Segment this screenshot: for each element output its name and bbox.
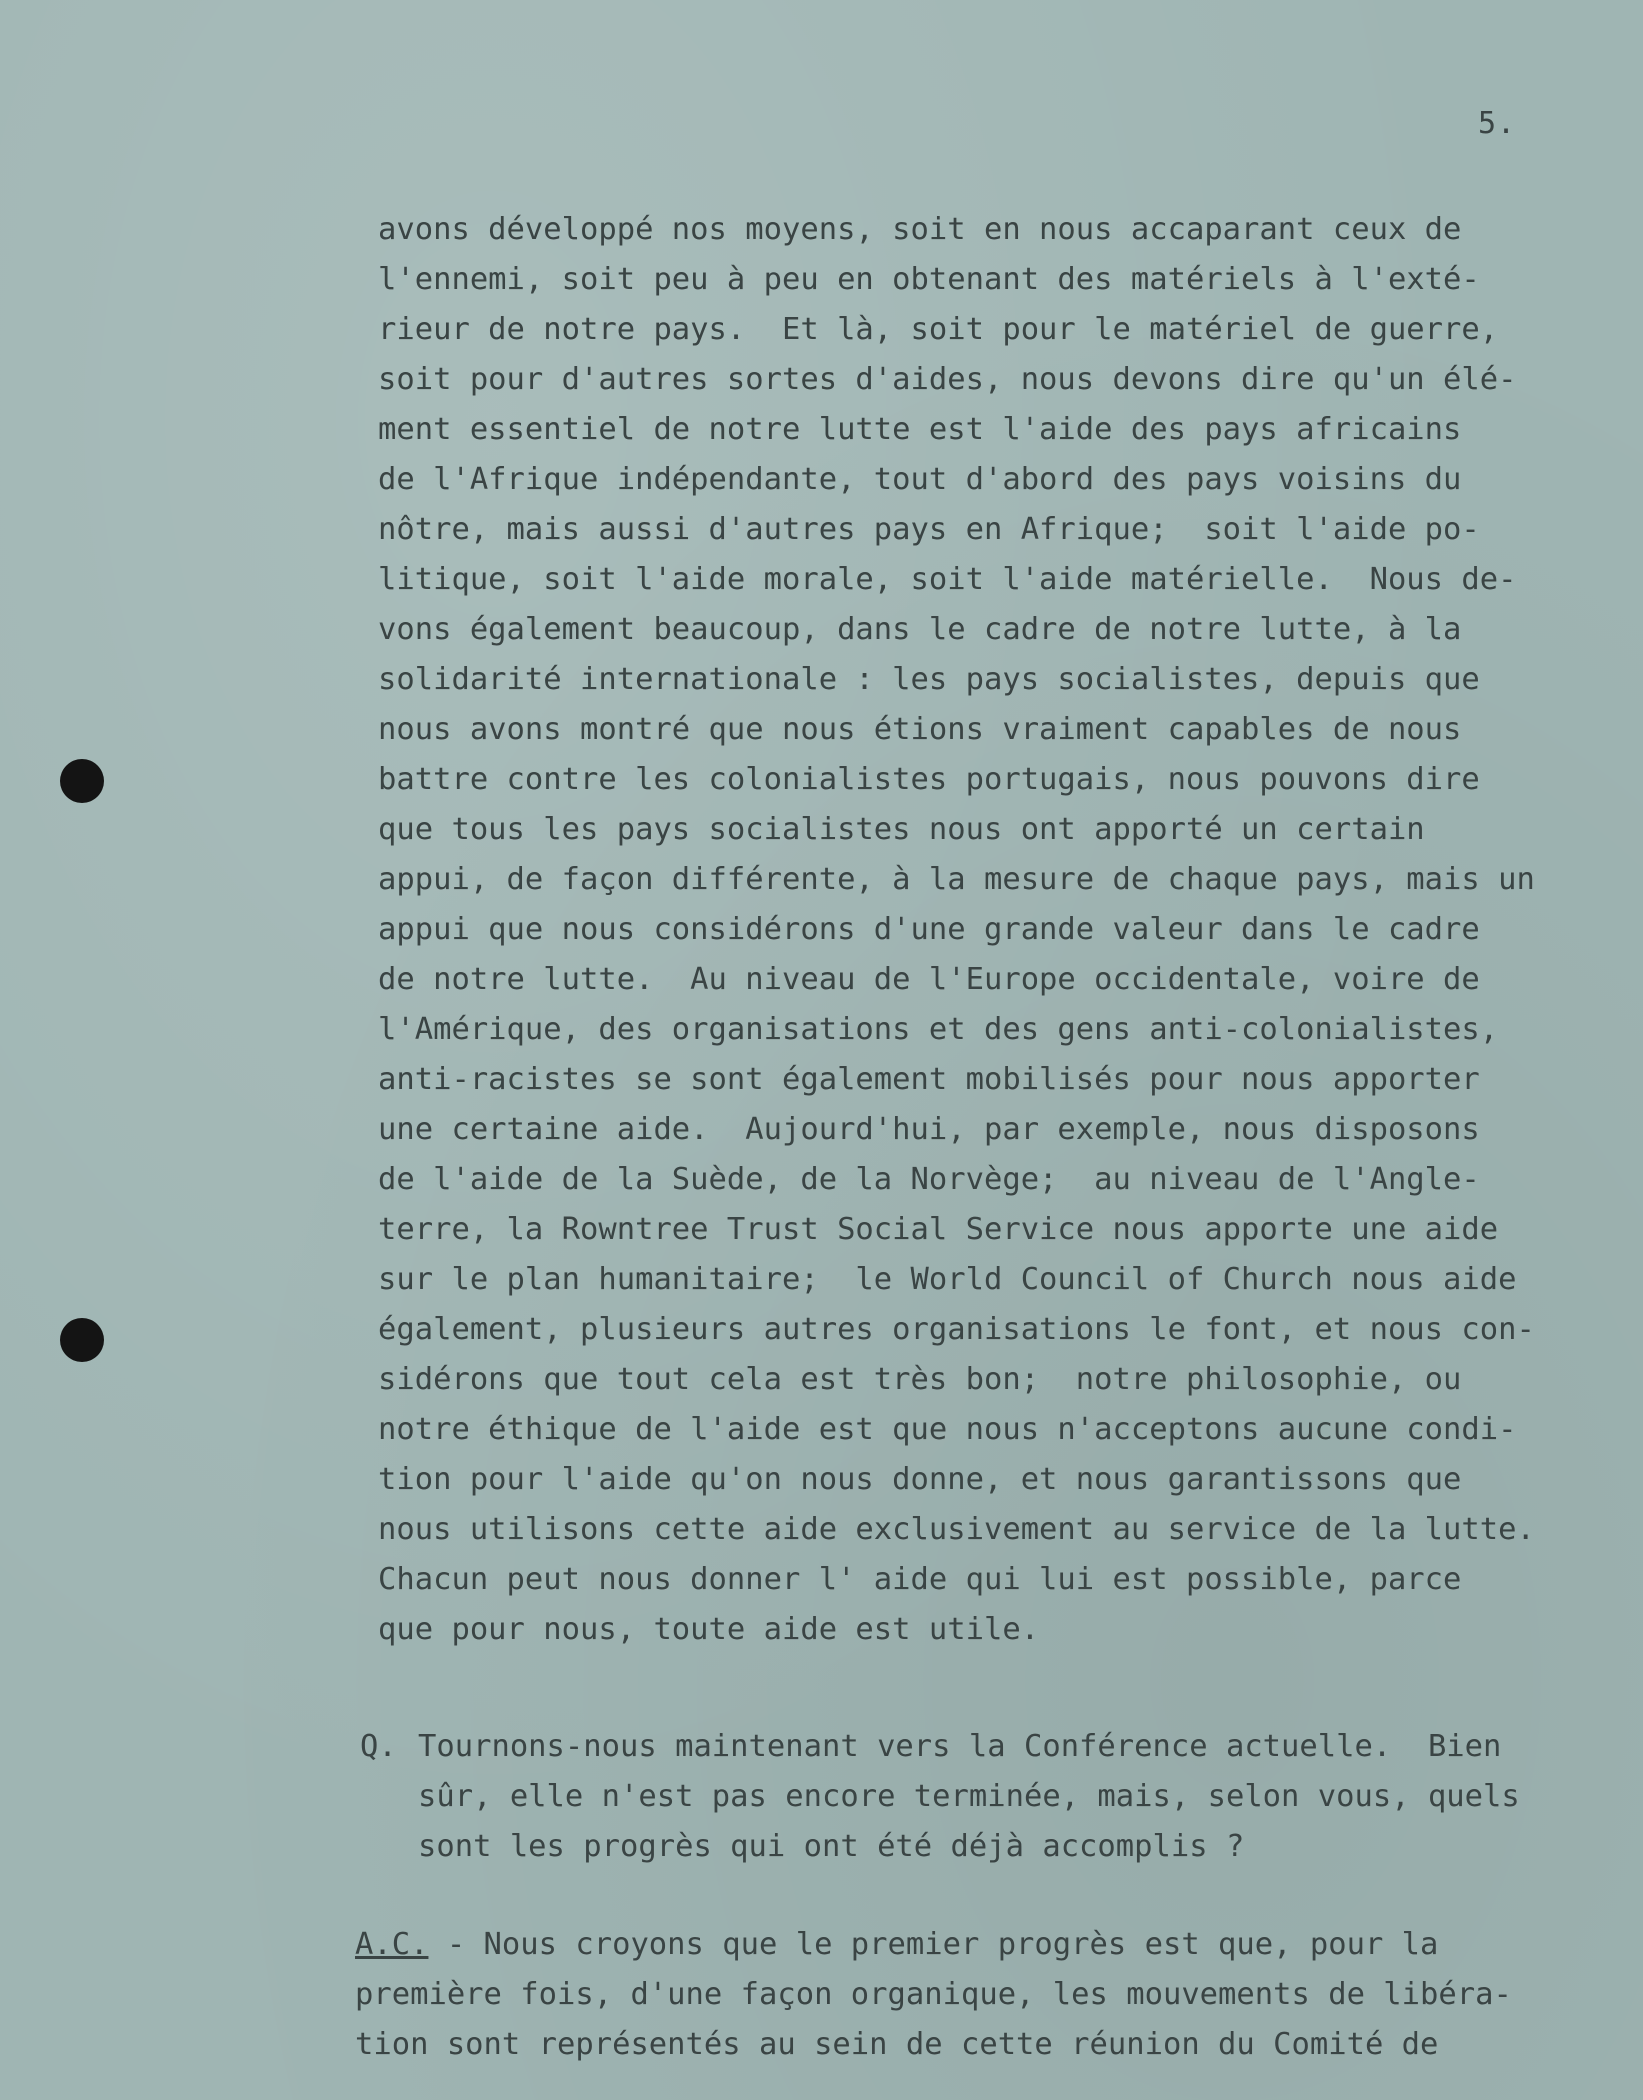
text-line: une certaine aide. Aujourd'hui, par exemple, nous disposons [378,1112,1480,1147]
text-line: de notre lutte. Au niveau de l'Europe occidentale, voire de [378,962,1480,997]
text-line: l'Amérique, des organisations et des gens anti-colonialistes, [378,1012,1499,1047]
text-line: sur le plan humanitaire; le World Council of Church nous aide [378,1262,1517,1297]
text-line: notre éthique de l'aide est que nous n'acceptons aucune condi- [378,1412,1517,1447]
text-line: l'ennemi, soit peu à peu en obtenant des matériels à l'exté- [378,262,1480,297]
page-number: 5. [1478,106,1517,141]
punch-hole [60,759,104,803]
text-line: battre contre les colonialistes portugais, nous pouvons dire [378,762,1480,797]
text-line: de l'aide de la Suède, de la Norvège; au niveau de l'Angle- [378,1162,1480,1197]
text-line: Chacun peut nous donner l' aide qui lui est possible, parce [378,1562,1462,1597]
text-line: rieur de notre pays. Et là, soit pour le matériel de guerre, [378,312,1499,347]
text-line: que pour nous, toute aide est utile. [378,1612,1040,1647]
question-first-line [360,1722,1620,1772]
text-line: première fois, d'une façon organique, les mouvements de libéra- [355,1977,1512,2012]
text-line: - Nous croyons que le premier progrès est que, pour la [428,1927,1439,1962]
text-line: vons également beaucoup, dans le cadre de notre lutte, à la [378,612,1462,647]
text-line: que tous les pays socialistes nous ont apporté un certain [378,812,1425,847]
text-line: nous avons montré que nous étions vraiment capables de nous [378,712,1462,747]
text-line: solidarité internationale : les pays socialistes, depuis que [378,662,1480,697]
text-line: de l'Afrique indépendante, tout d'abord des pays voisins du [378,462,1462,497]
text-line: soit pour d'autres sortes d'aides, nous devons dire qu'un élé- [378,362,1517,397]
answer-first-line [355,1920,1625,1970]
text-line: terre, la Rowntree Trust Social Service nous apporte une aide [378,1212,1499,1247]
text-line: Tournons-nous maintenant vers la Conférence actuelle. Bien [418,1729,1502,1764]
question-label: Q. [360,1729,397,1764]
text-line: sidérons que tout cela est très bon; notre philosophie, ou [378,1362,1462,1397]
text-line: appui, de façon différente, à la mesure de chaque pays, mais un [378,862,1535,897]
text-line: tion sont représentés au sein de cette réunion du Comité de [355,2027,1439,2062]
text-line: également, plusieurs autres organisations le font, et nous con- [378,1312,1535,1347]
text-line: appui que nous considérons d'une grande valeur dans le cadre [378,912,1480,947]
answer-block [355,1920,1625,2070]
text-line: tion pour l'aide qu'on nous donne, et nous garantissons que [378,1462,1462,1497]
speaker-label: A.C. [355,1927,429,1962]
text-line: avons développé nos moyens, soit en nous accaparant ceux de [378,212,1462,247]
body-paragraph [378,205,1618,1655]
text-line: nôtre, mais aussi d'autres pays en Afrique; soit l'aide po- [378,512,1480,547]
text-line: nous utilisons cette aide exclusivement au service de la lutte. [378,1512,1535,1547]
question-block [360,1722,1620,1872]
text-line: anti-racistes se sont également mobilisés pour nous apporter [378,1062,1480,1097]
text-line: litique, soit l'aide morale, soit l'aide matérielle. Nous de- [378,562,1517,597]
text-line: ment essentiel de notre lutte est l'aide des pays africains [378,412,1462,447]
punch-hole [60,1318,104,1362]
text-line: sûr, elle n'est pas encore terminée, mais, selon vous, quels [418,1779,1520,1814]
text-line: sont les progrès qui ont été déjà accomplis ? [418,1829,1245,1864]
